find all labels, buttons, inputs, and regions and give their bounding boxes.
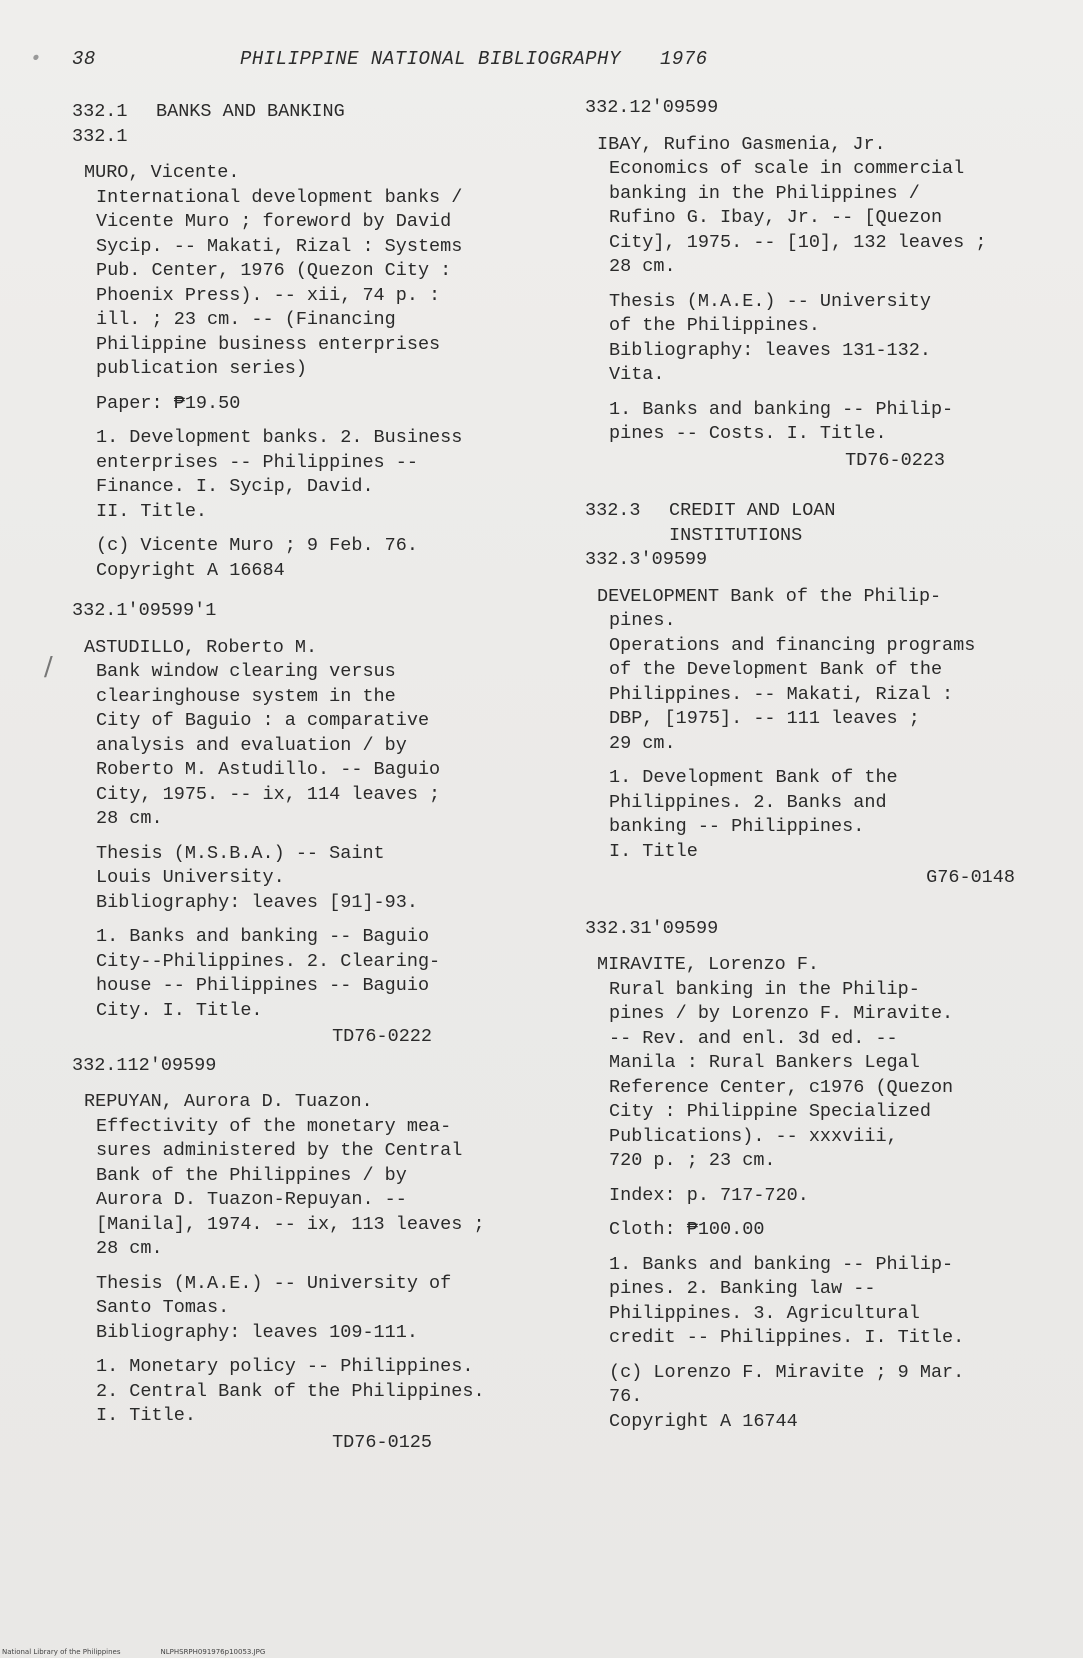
section-heading xyxy=(72,100,532,125)
line: Vita. xyxy=(609,364,665,385)
line: Philippines. 2. Banks and xyxy=(609,791,887,813)
line: City, 1975. -- ix, 114 leaves ; xyxy=(96,783,441,805)
thesis-notes xyxy=(72,842,532,916)
line: 2. Central Bank of the Philippines. xyxy=(96,1380,485,1402)
title-block xyxy=(585,978,1045,1174)
entry-muro xyxy=(72,125,532,584)
margin-dot: • xyxy=(30,48,42,70)
line: Sycip. -- Makati, Rizal : Systems xyxy=(96,235,463,257)
line: pines / by Lorenzo F. Miravite. xyxy=(609,1003,954,1024)
entry-description xyxy=(72,161,532,583)
line: Bank of the Philippines / by xyxy=(96,1164,407,1186)
line: banking -- Philippines. xyxy=(609,816,865,837)
line: City. I. Title. xyxy=(96,999,263,1021)
line: credit -- Philippines. I. Title. xyxy=(609,1327,965,1348)
line: Louis University. xyxy=(96,867,285,888)
line: II. Title. xyxy=(96,500,208,522)
main-heading: REPUYAN, Aurora D. Tuazon. xyxy=(84,1091,373,1112)
line: Philippine business enterprises xyxy=(96,333,441,355)
control-number: TD76-0222 xyxy=(332,1026,432,1047)
line: of the Philippines. xyxy=(609,315,820,336)
line: Rufino G. Ibay, Jr. -- [Quezon xyxy=(609,207,943,228)
line: Bibliography: leaves 131-132. xyxy=(609,339,931,361)
line: Thesis (M.S.B.A.) -- Saint xyxy=(96,842,385,864)
line: [Manila], 1974. -- ix, 113 leaves ; xyxy=(96,1213,485,1235)
entry-description xyxy=(72,1090,532,1455)
heading-class-number: 332.1 xyxy=(72,101,128,122)
line: Operations and financing programs xyxy=(609,634,976,656)
title-block xyxy=(72,186,532,382)
copyright-note xyxy=(585,1361,1045,1435)
class-number: 332.1 xyxy=(72,125,128,147)
heading-text: BANKS AND BANKING xyxy=(156,101,345,122)
class-number: 332.112'09599 xyxy=(72,1054,217,1076)
section-heading xyxy=(585,499,1045,548)
footer-filename: NLPHSRPH091976p10053.JPG xyxy=(160,1648,266,1656)
line: Phoenix Press). -- xii, 74 p. : xyxy=(96,284,441,306)
line: Publications). -- xxxviii, xyxy=(609,1125,898,1147)
line: sures administered by the Central xyxy=(96,1140,463,1161)
line: Effectivity of the monetary mea- xyxy=(96,1115,452,1137)
entry-description xyxy=(585,585,1045,891)
line: 76. xyxy=(609,1386,643,1407)
line: Finance. I. Sycip, David. xyxy=(96,476,374,497)
line: Philippines. -- Makati, Rizal : xyxy=(609,683,954,705)
footer-library: National Library of the Philippines xyxy=(2,1648,121,1656)
index-note: Index: p. 717-720. xyxy=(609,1184,809,1206)
thesis-notes xyxy=(585,290,1045,388)
line: I. Title xyxy=(609,840,698,862)
thesis-notes xyxy=(72,1272,532,1346)
line: 1. Banks and banking -- Baguio xyxy=(96,926,430,947)
heading-text xyxy=(669,499,836,548)
line: Rural banking in the Philip- xyxy=(609,978,920,1000)
entry-description xyxy=(72,636,532,1050)
line: 1. Development banks. 2. Business xyxy=(96,427,463,448)
line: Roberto M. Astudillo. -- Baguio xyxy=(96,759,441,780)
line: Philippines. 3. Agricultural xyxy=(609,1302,920,1324)
title-block xyxy=(585,157,1045,280)
line: 28 cm. xyxy=(96,1238,163,1259)
line: analysis and evaluation / by xyxy=(96,734,407,756)
entry-ibay xyxy=(585,96,1045,473)
class-number: 332.1'09599'1 xyxy=(72,600,217,621)
line: Thesis (M.A.E.) -- University xyxy=(609,290,931,312)
line: ill. ; 23 cm. -- (Financing xyxy=(96,309,396,330)
line: Bibliography: leaves [91]-93. xyxy=(96,891,418,913)
title-block xyxy=(72,1115,532,1262)
main-heading: IBAY, Rufino Gasmenia, Jr. xyxy=(597,133,886,155)
line: Vicente Muro ; foreword by David xyxy=(96,211,452,232)
line: of the Development Bank of the xyxy=(609,659,943,680)
entry-description xyxy=(585,953,1045,1434)
line: banking in the Philippines / xyxy=(609,182,920,204)
subject-tracings xyxy=(72,925,532,1023)
subject-tracings xyxy=(585,766,1045,864)
line: enterprises -- Philippines -- xyxy=(96,451,418,473)
line: Copyright A 16744 xyxy=(609,1410,798,1432)
main-heading: ASTUDILLO, Roberto M. xyxy=(84,636,318,658)
line: Copyright A 16684 xyxy=(96,559,285,581)
subject-tracings xyxy=(585,1253,1045,1351)
class-number: 332.12'09599 xyxy=(585,97,719,118)
line: Aurora D. Tuazon-Repuyan. -- xyxy=(96,1189,407,1210)
title-block xyxy=(585,609,1045,756)
line: Bank window clearing versus xyxy=(96,661,396,682)
copyright-note xyxy=(72,534,532,583)
entry-miravite xyxy=(585,917,1045,1435)
main-heading: DEVELOPMENT Bank of the Philip- xyxy=(597,585,942,607)
entry-development-bank xyxy=(585,548,1045,891)
line: Thesis (M.A.E.) -- University of xyxy=(96,1272,452,1294)
line: CREDIT AND LOAN xyxy=(669,500,836,521)
subject-tracings xyxy=(72,426,532,524)
line: INSTITUTIONS xyxy=(669,524,803,546)
subject-tracings xyxy=(585,398,1045,447)
line: 720 p. ; 23 cm. xyxy=(609,1150,776,1171)
line: clearinghouse system in the xyxy=(96,685,396,707)
heading-class-number: 332.3 xyxy=(585,500,641,521)
page-number: 38 xyxy=(72,48,96,70)
line: pines. xyxy=(609,610,676,631)
line: publication series) xyxy=(96,358,307,379)
left-column xyxy=(72,100,532,1455)
control-number: TD76-0125 xyxy=(332,1431,432,1453)
line: I. Title. xyxy=(96,1405,196,1426)
margin-check-mark: / xyxy=(44,652,53,682)
class-number: 332.31'09599 xyxy=(585,917,719,939)
line: 1. Monetary policy -- Philippines. xyxy=(96,1356,474,1377)
line: 1. Development Bank of the xyxy=(609,767,898,788)
line: Reference Center, c1976 (Quezon xyxy=(609,1076,954,1098)
line: house -- Philippines -- Baguio xyxy=(96,975,430,996)
line: pines -- Costs. I. Title. xyxy=(609,423,887,444)
line: -- Rev. and enl. 3d ed. -- xyxy=(609,1027,898,1049)
line: Economics of scale in commercial xyxy=(609,158,965,179)
main-heading: MIRAVITE, Lorenzo F. xyxy=(597,954,820,975)
line: Bibliography: leaves 109-111. xyxy=(96,1321,418,1343)
title-block xyxy=(72,660,532,832)
line: (c) Lorenzo F. Miravite ; 9 Mar. xyxy=(609,1361,965,1383)
line: pines. 2. Banking law -- xyxy=(609,1278,876,1299)
line: DBP, [1975]. -- 111 leaves ; xyxy=(609,708,920,729)
line: Pub. Center, 1976 (Quezon City : xyxy=(96,260,452,281)
control-number: G76-0148 xyxy=(926,867,1015,888)
control-number: TD76-0223 xyxy=(845,449,945,471)
class-number: 332.3'09599 xyxy=(585,549,708,570)
running-year: 1976 xyxy=(660,48,708,70)
line: 28 cm. xyxy=(609,256,676,277)
line: City of Baguio : a comparative xyxy=(96,710,430,731)
subject-tracings xyxy=(72,1355,532,1429)
price: Cloth: ₱100.00 xyxy=(609,1219,765,1240)
line: 29 cm. xyxy=(609,732,676,754)
line: 1. Banks and banking -- Philip- xyxy=(609,398,954,420)
entry-astudillo xyxy=(72,599,532,1050)
line: City], 1975. -- [10], 132 leaves ; xyxy=(609,231,987,253)
line: 28 cm. xyxy=(96,808,163,829)
line: International development banks / xyxy=(96,186,463,208)
line: (c) Vicente Muro ; 9 Feb. 76. xyxy=(96,535,418,556)
price: Paper: ₱19.50 xyxy=(96,392,241,414)
line: City--Philippines. 2. Clearing- xyxy=(96,950,441,972)
running-title: PHILIPPINE NATIONAL BIBLIOGRAPHY xyxy=(240,48,621,70)
line: 1. Banks and banking -- Philip- xyxy=(609,1253,954,1275)
entry-repuyan xyxy=(72,1054,532,1456)
line: Santo Tomas. xyxy=(96,1297,230,1318)
scan-footer xyxy=(2,1648,265,1656)
main-heading: MURO, Vicente. xyxy=(84,162,240,183)
right-column xyxy=(585,96,1045,1434)
line: Manila : Rural Bankers Legal xyxy=(609,1052,920,1073)
entry-description xyxy=(585,133,1045,474)
line: City : Philippine Specialized xyxy=(609,1101,931,1122)
